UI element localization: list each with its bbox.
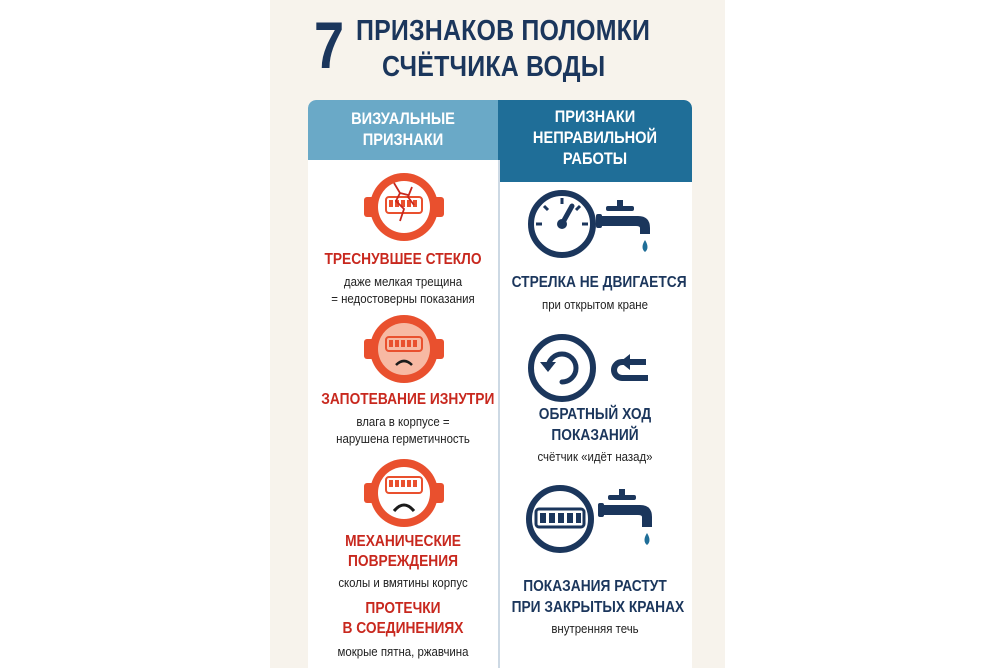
column-divider — [498, 160, 500, 668]
desc-line: влага в корпусе = — [356, 414, 450, 429]
header-line: ПРИЗНАКИ — [554, 107, 636, 126]
fogged-meter-icon — [364, 313, 444, 385]
column-header-visual-text — [321, 108, 484, 150]
header-line: ПРИЗНАКИ — [362, 130, 444, 149]
reverse-arrow-icon — [526, 332, 660, 404]
title-line: МЕХАНИЧЕСКИЕ — [345, 533, 461, 550]
visual-sign-title — [321, 250, 484, 270]
title-line: ЗАПОТЕВАНИЕ ИЗНУТРИ — [321, 391, 495, 408]
desc-line: сколы и вмятины корпус — [338, 575, 468, 590]
title-number: 7 — [314, 8, 345, 82]
visual-sign-title — [321, 390, 495, 410]
malfunction-desc — [510, 296, 681, 313]
visual-sign-desc — [319, 413, 486, 447]
desc-line: счётчик «идёт назад» — [537, 449, 653, 464]
title-line: ПРИ ЗАКРЫТЫХ КРАНАХ — [511, 599, 685, 616]
title-line: ПОВРЕЖДЕНИЯ — [347, 553, 459, 570]
page-title — [270, 8, 725, 90]
title-line: ПОКАЗАНИЙ — [551, 427, 639, 444]
visual-sign-desc — [319, 643, 486, 660]
malfunction-desc — [510, 620, 681, 637]
infographic-poster — [270, 0, 725, 668]
header-line: НЕПРАВИЛЬНОЙ — [532, 128, 658, 147]
malfunction-title — [511, 576, 685, 618]
damaged-meter-icon — [364, 457, 444, 529]
visual-sign-title — [321, 532, 484, 572]
visual-sign-desc — [319, 574, 486, 591]
desc-line: даже мелкая трещина — [343, 274, 463, 289]
signs-table — [308, 100, 692, 668]
title-line-1: ПРИЗНАКОВ ПОЛОМКИ — [356, 15, 651, 47]
title-line: ОБРАТНЫЙ ХОД — [538, 406, 652, 423]
gauge-faucet-icon — [526, 188, 660, 260]
desc-line: мокрые пятна, ржавчина — [337, 644, 469, 659]
title-line: ТРЕСНУВШЕЕ СТЕКЛО — [324, 251, 482, 268]
desc-line: при открытом кране — [541, 297, 648, 312]
counter-faucet-icon — [524, 481, 662, 557]
title-line: ПРОТЕЧКИ — [365, 600, 441, 617]
malfunction-title — [512, 404, 679, 446]
title-line: В СОЕДИНЕНИЯХ — [342, 620, 464, 637]
visual-sign-desc — [319, 273, 486, 307]
title-line-2: СЧЁТЧИКА ВОДЫ — [382, 51, 606, 83]
malfunction-title — [511, 272, 687, 293]
desc-line: = недостоверны показания — [331, 291, 475, 306]
title-line: ПОКАЗАНИЯ РАСТУТ — [523, 578, 667, 595]
visual-sign-title — [321, 599, 484, 639]
title-line: СТРЕЛКА НЕ ДВИГАЕТСЯ — [511, 274, 687, 291]
malfunction-desc — [510, 448, 681, 465]
header-line: ВИЗУАЛЬНЫЕ — [351, 109, 455, 128]
column-header-malfunction-text — [512, 106, 679, 169]
cracked-meter-icon — [364, 171, 444, 243]
desc-line: внутренняя течь — [551, 621, 639, 636]
desc-line: нарушена герметичность — [336, 431, 470, 446]
header-line: РАБОТЫ — [562, 149, 628, 168]
